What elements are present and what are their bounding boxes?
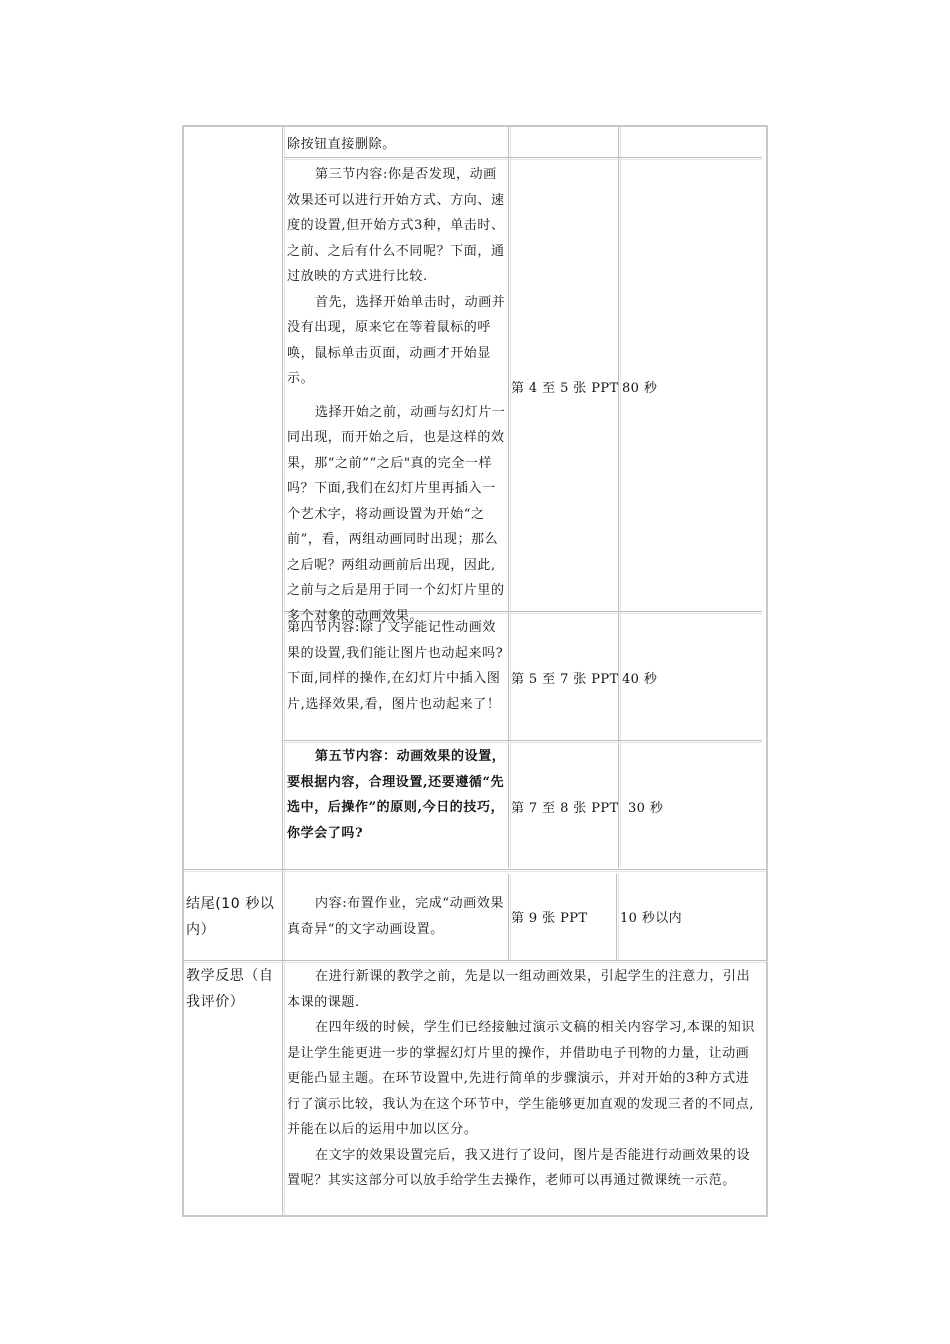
reflection-paragraph: 在四年级的时候，学生们已经接触过演示文稿的相关内容学习,本课的知识是让学生能更进一步的掌握幻灯片里的操作，并借助电子刊物的力量，让动画更能凸显主题。在环节设置中,先进行简单的步骤演示，并对开始的3种方式进行了演示比较，我认为在这个环节中，学生能够更加直观的发现三者的不同点,并能在以后的运用中加以区分。 [287, 1020, 755, 1137]
reflection-paragraph: 在进行新课的教学之前，先是以一组动画效果，引起学生的注意力，引出本课的课题. [287, 969, 751, 1010]
col-divider-3a [618, 127, 619, 868]
col-divider-1 [282, 127, 283, 1215]
section5-ppt: 第 7 至 8 张 PPT [511, 801, 619, 816]
reflection-label: 教学反思（自我评价） [186, 968, 274, 1010]
ending-label: 结尾(10 秒以内） [186, 896, 275, 938]
row-divider-5 [184, 960, 766, 961]
ending-ppt: 第 9 张 PPT [511, 911, 588, 926]
reflection-paragraph: 在文字的效果设置完后，我又进行了设问，图片是否能进行动画效果的设置呢？其实这部分可以放手给学生去操作，老师可以再通过微课统一示范。 [287, 1147, 751, 1188]
section3-paragraph: 选择开始之前，动画与幻灯片一同出现，而开始之后，也是这样的效果，那“之前”“之后"真的完全一样吗？下面,我们在幻灯片里再插入一个艺术字，将动画设置为开始“之前”，看，两组动画同时出现；那么之后呢？两组动画前后出现，因此,之前与之后是用于同一个幻灯片里的多个对象的动画效果。 [287, 404, 506, 624]
section3-ppt: 第 4 至 5 张 PPT [511, 381, 619, 396]
ending-time: 10 秒以内 [620, 911, 683, 926]
col-divider-2b [508, 874, 509, 960]
ending-content: 内容:布置作业，完成“动画效果真奇异“的文字动画设置。 [287, 896, 505, 937]
continuation-text: 除按钮直接删除。 [287, 137, 396, 152]
section4-time: 40 秒 [622, 672, 658, 687]
section4-ppt: 第 5 至 7 张 PPT [511, 672, 619, 687]
col-divider-3b [616, 874, 617, 960]
section3-time: 80 秒 [622, 381, 658, 396]
reflection-content [287, 964, 762, 1194]
col-divider-2a [508, 127, 509, 868]
section3-paragraph: 第三节内容:你是否发现，动画效果还可以进行开始方式、方向、速度的设置,但开始方式3种，单击时、之前、之后有什么不同呢？下面，通过放映的方式进行比较. [287, 167, 505, 284]
section3-paragraph: 首先，选择开始单击时，动画并没有出现，原来它在等着鼠标的呼唤，鼠标单击页面，动画才开始显示。 [287, 294, 506, 386]
section5-time: 30 秒 [628, 801, 664, 816]
section5-content: 第五节内容：动画效果的设置，要根据内容，合理设置,还要遵循“先选中，后操作”的原则,今日的技巧，你学会了吗? [287, 749, 506, 841]
row-divider-3 [284, 740, 762, 741]
section3-content [287, 162, 507, 629]
row-divider-4 [184, 869, 766, 870]
section4-content: 第四节内容:除了文字能记性动画效果的设置,我们能让图片也动起来吗?下面,同样的操作,在幻灯片中插入图片,选择效果,看，图片也动起来了！ [287, 620, 504, 712]
